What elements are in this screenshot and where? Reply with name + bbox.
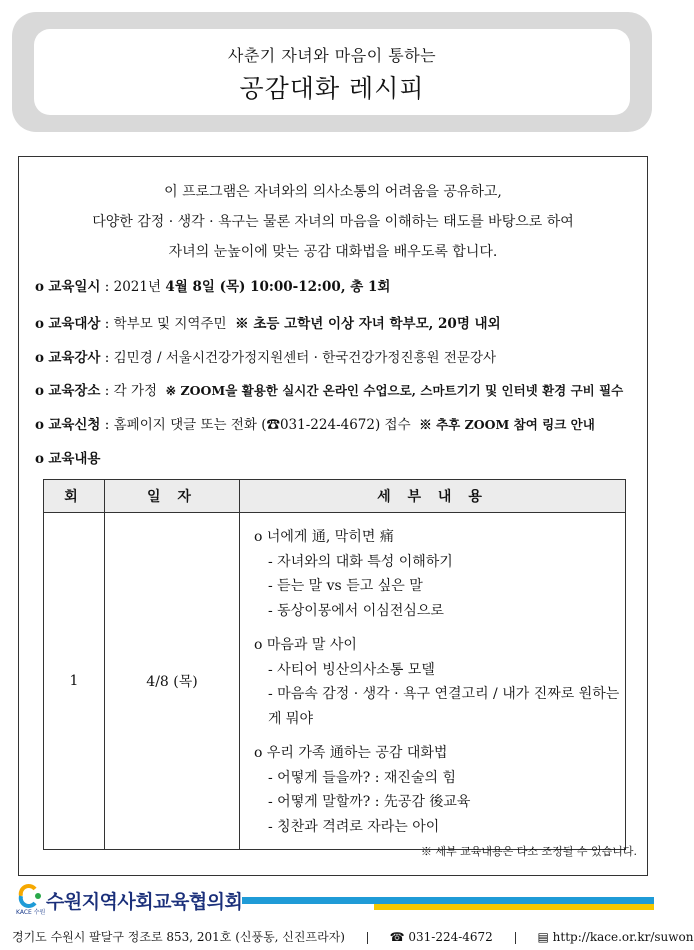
divider — [515, 932, 516, 944]
logo-text: KACE 수원 — [16, 909, 46, 916]
info-place: o 교육장소 : 각 가정 ※ ZOOM을 활용한 실시간 온라인 수업으로, 스마트기기 및 인터넷 환경 구비 필수 — [35, 383, 624, 399]
bullet: o — [35, 350, 45, 366]
apply-value: 홈페이지 댓글 또는 전화 (☎031-224-4672) 접수 — [113, 417, 411, 433]
apply-note: ※ 추후 ZOOM 참여 링크 안내 — [419, 417, 595, 432]
list-item: - 듣는 말 vs 듣고 싶은 말 — [268, 578, 423, 594]
instructor-value: 김민경 / 서울시건강가정지원센터 · 한국건강가정진흥원 전문강사 — [113, 350, 497, 366]
place-label: 교육장소 — [48, 383, 101, 399]
schedule-value: 4월 8일 (목) 10:00-12:00, 총 1회 — [165, 279, 391, 295]
intro-text — [19, 177, 647, 267]
session-detail — [240, 513, 626, 850]
intro-line: 자녀의 눈높이에 맞는 공감 대화법을 배우도록 합니다. — [168, 244, 498, 260]
header-no: 회 — [44, 480, 105, 513]
footer — [12, 928, 694, 945]
target-note: ※ 초등 고학년 이상 자녀 학부모, 20명 내외 — [235, 316, 501, 332]
accent-bar-yellow — [374, 904, 654, 910]
kace-logo-icon — [18, 886, 44, 906]
schedule-year: 2021년 — [113, 279, 162, 295]
footer-phone: ☎ 031-224-4672 — [389, 930, 493, 944]
section-title: o 마음과 말 사이 — [254, 637, 357, 653]
schedule-table — [43, 479, 626, 850]
schedule-label: 교육일시 — [48, 279, 101, 295]
info-instructor: o 교육강사 : 김민경 / 서울시건강가정지원센터 · 한국건강가정진흥원 전문강사 — [35, 350, 497, 366]
session-date: 4/8 (목) — [105, 513, 240, 850]
place-value: 각 가정 — [113, 383, 158, 399]
bullet: o — [35, 279, 45, 295]
intro-line: 다양한 감정 · 생각 · 욕구는 물론 자녀의 마음을 이해하는 태도를 바탕으로 하여 — [92, 214, 574, 230]
bullet: o — [35, 316, 45, 332]
info-apply: o 교육신청 : 홈페이지 댓글 또는 전화 (☎031-224-4672) 접수 ※ 추후 ZOOM 참여 링크 안내 — [35, 417, 595, 433]
detail-section — [254, 741, 625, 839]
org-name: 수원지역사회교육협의회 — [46, 891, 243, 913]
header-date: 일 자 — [105, 480, 240, 513]
content-box — [18, 156, 648, 876]
instructor-label: 교육강사 — [48, 350, 101, 366]
bullet: o — [35, 417, 45, 433]
list-item: - 자녀와의 대화 특성 이해하기 — [268, 553, 453, 570]
section-title: o 너에게 通, 막히면 痛 — [254, 529, 394, 545]
list-item: - 어떻게 말할까? : 先공감 後교육 — [268, 794, 471, 810]
info-schedule: o 교육일시 : 2021년 4월 8일 (목) 10:00-12:00, 총 1회 — [35, 279, 391, 295]
list-item: - 칭찬과 격려로 자라는 아이 — [268, 818, 440, 835]
session-number: 1 — [44, 513, 105, 850]
content-label: 교육내용 — [48, 451, 101, 467]
org-banner — [14, 886, 654, 918]
list-item: - 사티어 빙산의사소통 모델 — [268, 661, 435, 678]
detail-section — [254, 525, 625, 623]
table-row — [44, 513, 626, 850]
place-note: ※ ZOOM을 활용한 실시간 온라인 수업으로, 스마트기기 및 인터넷 환경 구비 필수 — [165, 383, 624, 398]
bullet: o — [35, 383, 45, 399]
list-item: - 동상이몽에서 이심전심으로 — [268, 602, 444, 619]
header-detail: 세 부 내 용 — [240, 480, 626, 513]
page-subtitle: 사춘기 자녀와 마음이 통하는 — [227, 46, 437, 65]
info-content — [35, 447, 639, 467]
title-frame — [12, 12, 652, 132]
title-box — [34, 29, 630, 115]
bullet: o — [35, 451, 45, 467]
target-value: 학부모 및 지역주민 — [113, 316, 227, 332]
divider — [367, 932, 368, 944]
accent-bar-blue — [242, 897, 654, 904]
apply-label: 교육신청 — [48, 417, 101, 433]
list-item: - 어떻게 들을까? : 재진술의 힘 — [268, 769, 456, 786]
footer-website[interactable]: http://kace.or.kr/suwon — [552, 930, 694, 944]
info-target: o 교육대상 : 학부모 및 지역주민 ※ 초등 고학년 이상 자녀 학부모, 20명 내외 — [35, 316, 501, 332]
footer-address: 경기도 수원시 팔달구 정조로 853, 201호 (신풍동, 신진프라자) — [12, 930, 345, 944]
detail-section — [254, 633, 625, 731]
target-label: 교육대상 — [48, 316, 101, 332]
globe-icon: ▤ — [537, 930, 549, 944]
adjustment-note: ※ 세부 교육내용은 다소 조정될 수 있습니다. — [420, 845, 637, 858]
table-header-row — [44, 480, 626, 513]
intro-line: 이 프로그램은 자녀와의 의사소통의 어려움을 공유하고, — [164, 184, 502, 200]
page-title: 공감대화 레시피 — [239, 74, 425, 103]
list-item: - 마음속 감정 · 생각 · 욕구 연결고리 / 내가 진짜로 원하는 게 뭐야 — [268, 686, 620, 727]
section-title: o 우리 가족 通하는 공감 대화법 — [254, 745, 448, 761]
